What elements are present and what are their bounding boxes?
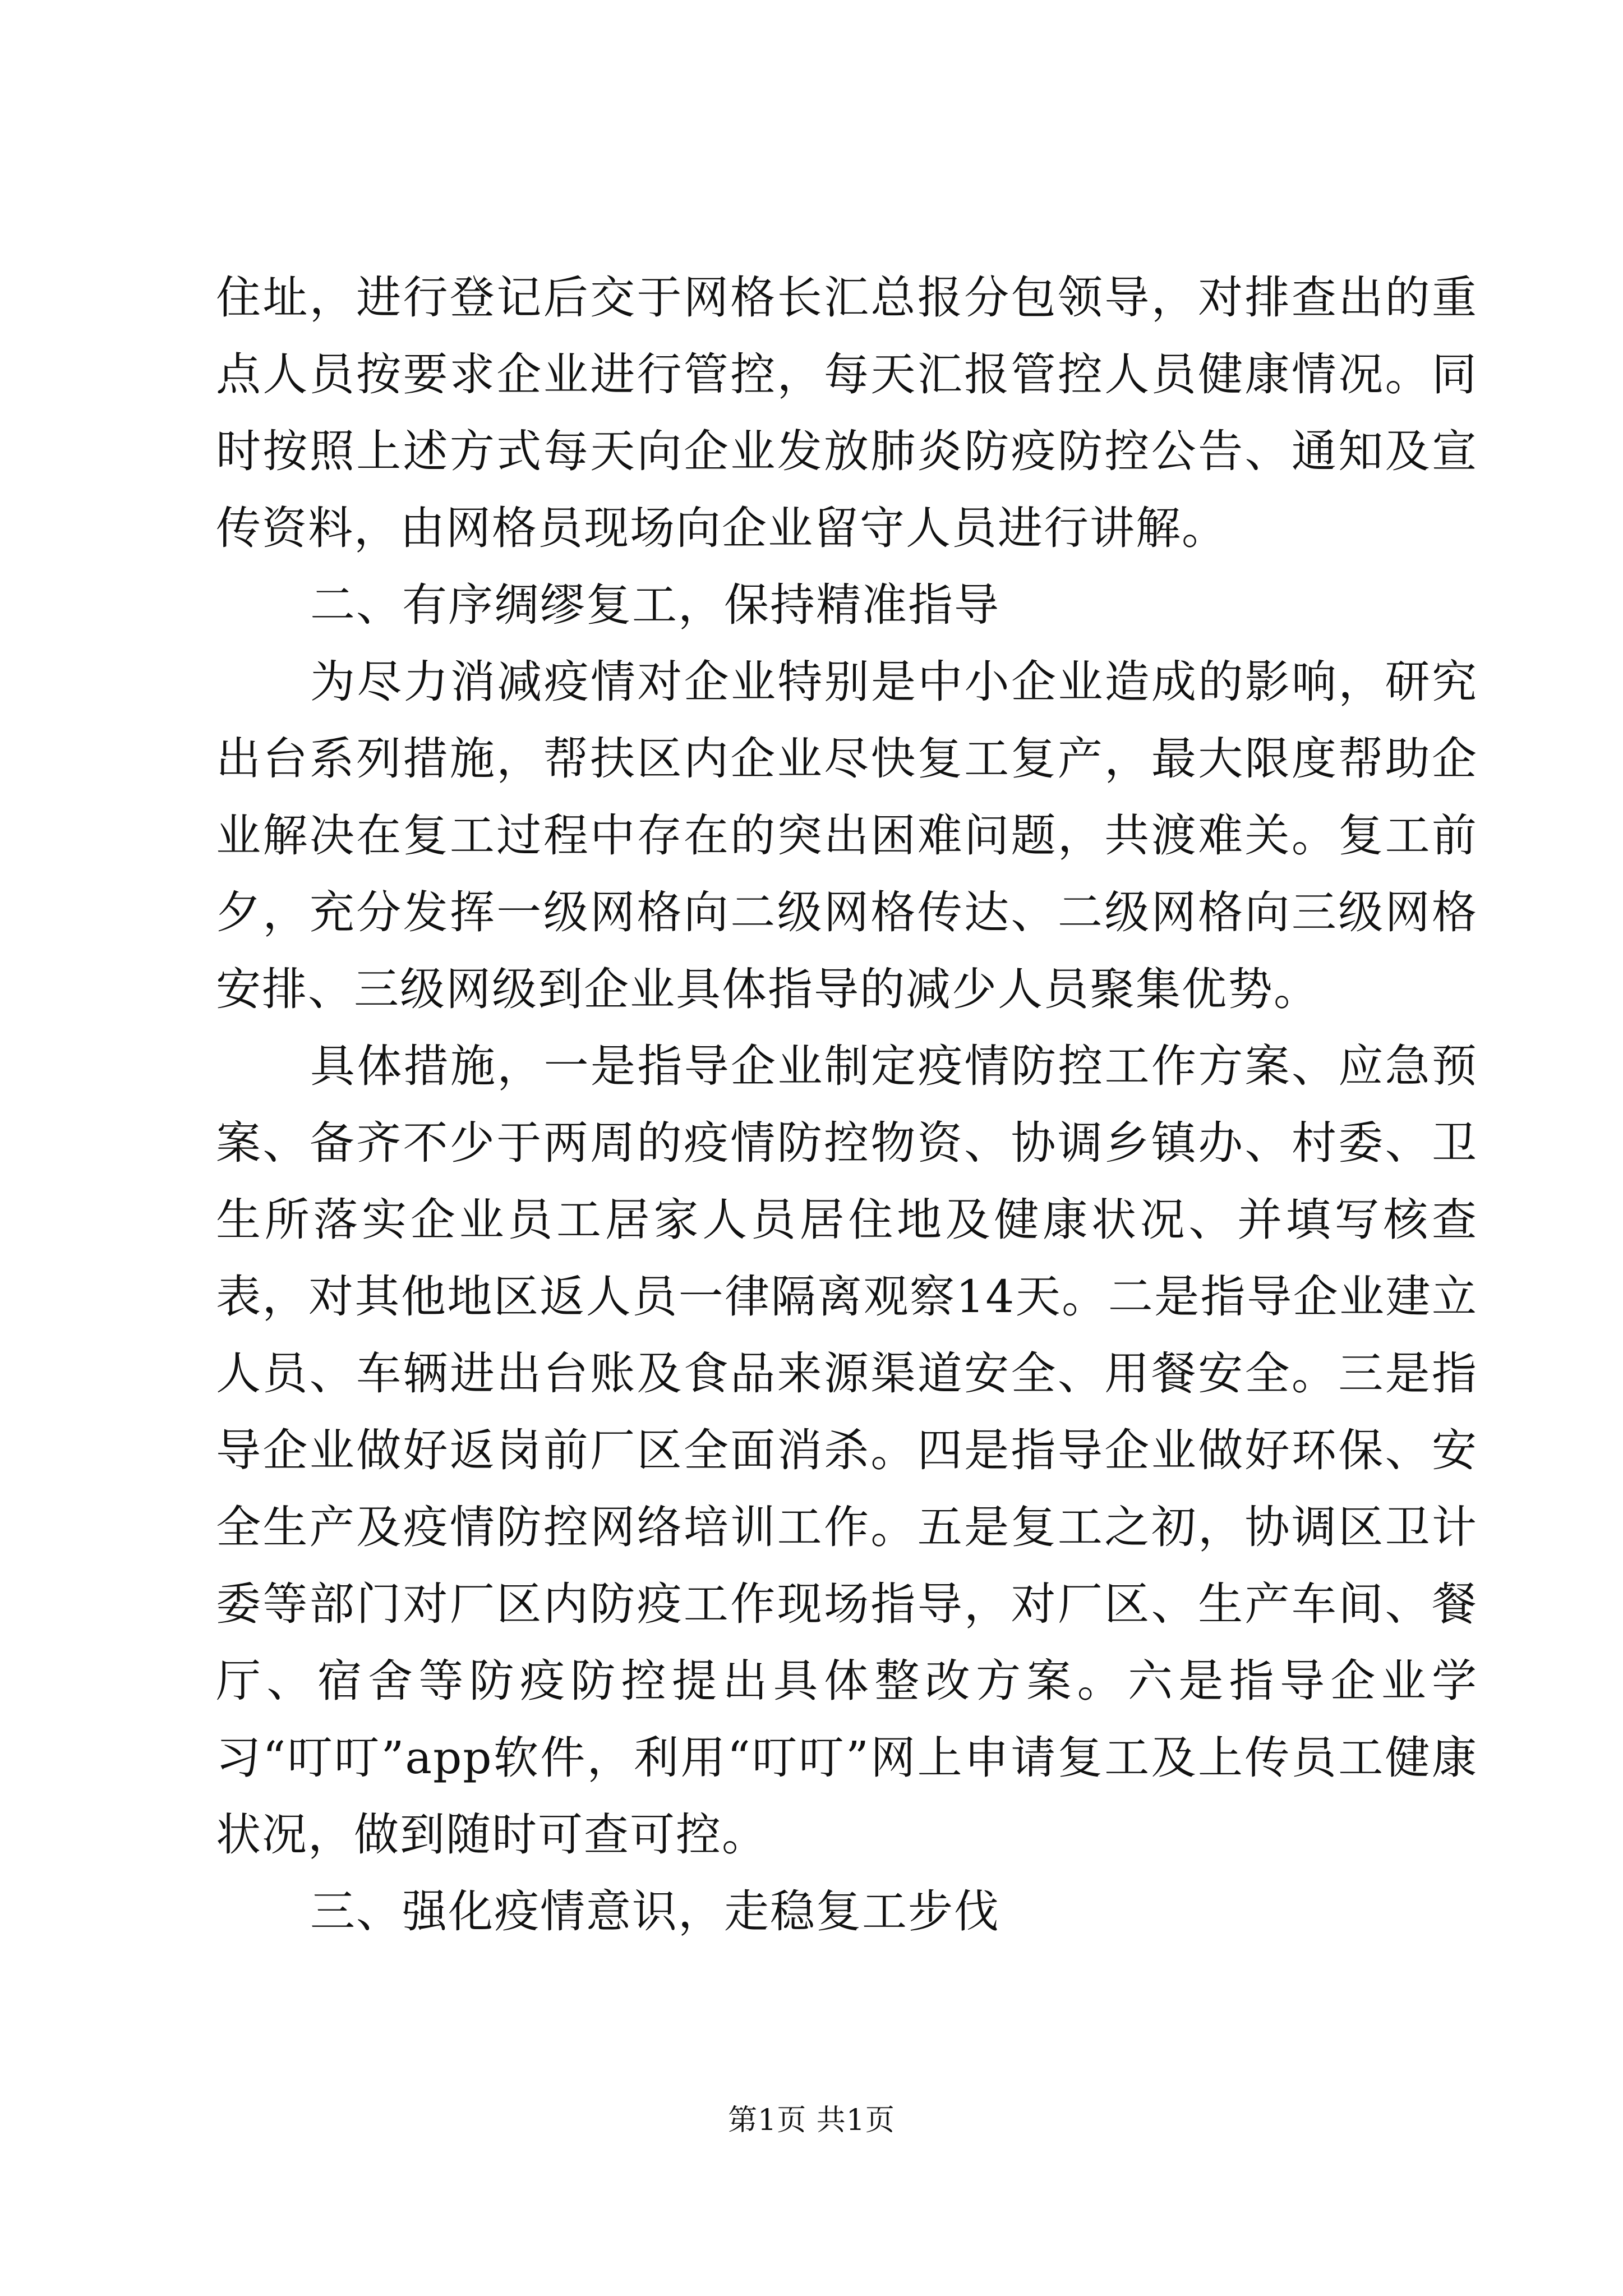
paragraph-1: 住址，进行登记后交于网格长汇总报分包领导，对排查出的重点人员按要求企业进行管控，每天汇报管控人员健康情况。同时按照上述方式每天向企业发放肺炎防疫防控公告、通知及宣传资料，由网格员现场向企业留守人员进行讲解。 (216, 272, 1478, 554)
page-footer: 第1页 共1页 (728, 2104, 895, 2137)
document-body (216, 259, 1478, 1950)
section-heading-2: 二、有序绸缪复工，保持精准指导 (310, 579, 1000, 631)
paragraph-4: 具体措施，一是指导企业制定疫情防控工作方案、应急预案、备齐不少于两周的疫情防控物资、协调乡镇办、村委、卫生所落实企业员工居家人员居住地及健康状况、并填写核查表，对其他地区返人员一律隔离观察14天。二是指导企业建立人员、车辆进出台账及食品来源渠道安全、用餐安全。三是指导企业做好返岗前厂区全面消杀。四是指导企业做好环保、安全生产及疫情防控网络培训工作。五是复工之初，协调区卫计委等部门对厂区内防疫工作现场指导，对厂区、生产车间、餐厅、宿舍等防疫防控提出具体整改方案。六是指导企业学习“叮叮”app软件，利用“叮叮”网上申请复工及上传员工健康状况，做到随时可查可控。 (216, 1040, 1478, 1861)
section-heading-3: 三、强化疫情意识，走稳复工步伐 (310, 1885, 1000, 1938)
paragraph-3: 为尽力消减疫情对企业特别是中小企业造成的影响，研究出台系列措施，帮扶区内企业尽快复工复产，最大限度帮助企业解决在复工过程中存在的突出困难问题，共渡难关。复工前夕，充分发挥一级网格向二级网格传达、二级网格向三级网格安排、三级网级到企业具体指导的减少人员聚集优势。 (216, 656, 1478, 1015)
